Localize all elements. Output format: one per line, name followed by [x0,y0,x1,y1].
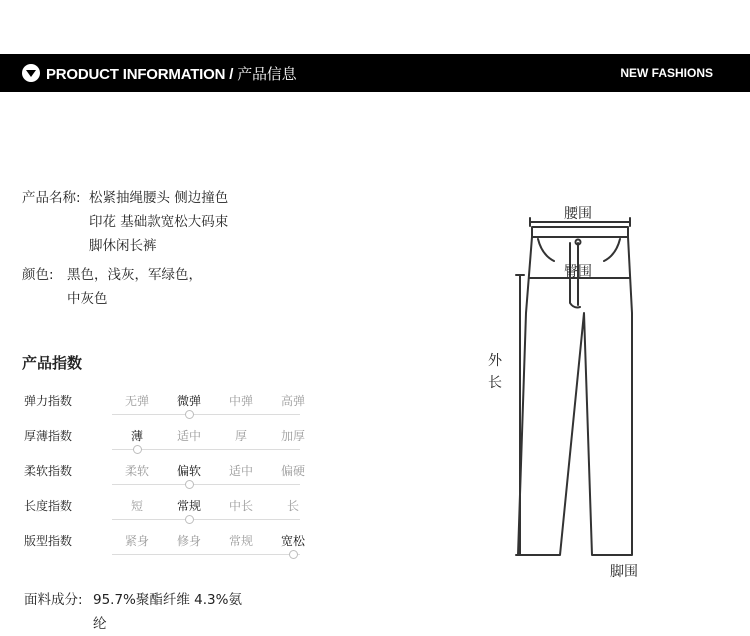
index-option: 柔软 [124,464,149,478]
index-row [22,459,305,494]
product-name-block [22,186,262,258]
index-selected-marker [185,410,194,419]
product-name-label: 产品名称: [22,190,81,206]
index-option: 适中 [228,464,253,478]
product-name-value: 松紧抽绳腰头 侧边撞色 印花 基础款宽松大码束 脚休闲长裤 [89,190,229,254]
index-option: 高弹 [280,394,305,408]
index-selected-marker [185,515,194,524]
index-selected-marker [133,445,142,454]
indices-title: 产品指数 [22,354,83,372]
index-scale-line [112,519,300,520]
index-row [22,529,305,564]
index-option: 中长 [228,499,253,513]
index-option: 适中 [176,429,201,443]
index-row [22,389,305,424]
index-option: 无弹 [124,394,149,408]
product-color-label: 颜色: [22,267,54,283]
index-scale-line [112,414,300,415]
index-option: 紧身 [124,534,149,548]
index-option: 微弹 [176,394,201,408]
index-option: 中弹 [228,394,253,408]
waist-label: 腰围 [564,206,592,222]
chevron-down-circle-icon [22,64,40,82]
product-color-block [22,263,262,311]
index-row-label: 柔软指数 [24,464,73,478]
fabric-label: 面料成分: [24,592,83,608]
index-option: 修身 [176,534,201,548]
index-row [22,494,302,529]
section-title [46,63,296,84]
index-selected-marker [185,480,194,489]
index-option: 常规 [228,534,253,548]
index-row [22,424,305,459]
index-row-label: 厚薄指数 [24,429,73,443]
index-selected-marker [289,550,298,559]
section-title-cn: 产品信息 [237,65,297,83]
index-option: 偏软 [176,464,201,478]
index-row-label: 长度指数 [24,499,73,513]
hip-label: 臀围 [564,264,592,280]
hem-label: 脚围 [610,564,638,580]
index-option: 偏硬 [280,464,305,478]
index-row-label: 版型指数 [24,534,73,548]
outer-length-label: 外 长 [488,353,502,391]
section-title-en: PRODUCT INFORMATION / [46,66,234,83]
index-scale-line [112,484,300,485]
index-option: 宽松 [280,534,305,548]
index-option: 长 [286,499,299,513]
new-fashions-label: NEW FASHIONS [620,66,713,80]
index-row-label: 弹力指数 [24,394,73,408]
pants-outline-icon [480,195,655,590]
index-scale-line [112,554,300,555]
section-header-bar [0,54,750,92]
index-option: 加厚 [280,429,305,443]
fabric-value: 95.7%聚酯纤维 4.3%氨纶 [93,592,242,632]
product-color-value: 黑色，浅灰，军绿色， 中灰色 [67,267,202,307]
index-option: 厚 [234,429,247,443]
fabric-block [24,588,243,636]
index-option: 常规 [176,499,201,513]
index-option: 薄 [130,429,143,443]
size-diagram [480,195,655,594]
index-option: 短 [130,499,143,513]
